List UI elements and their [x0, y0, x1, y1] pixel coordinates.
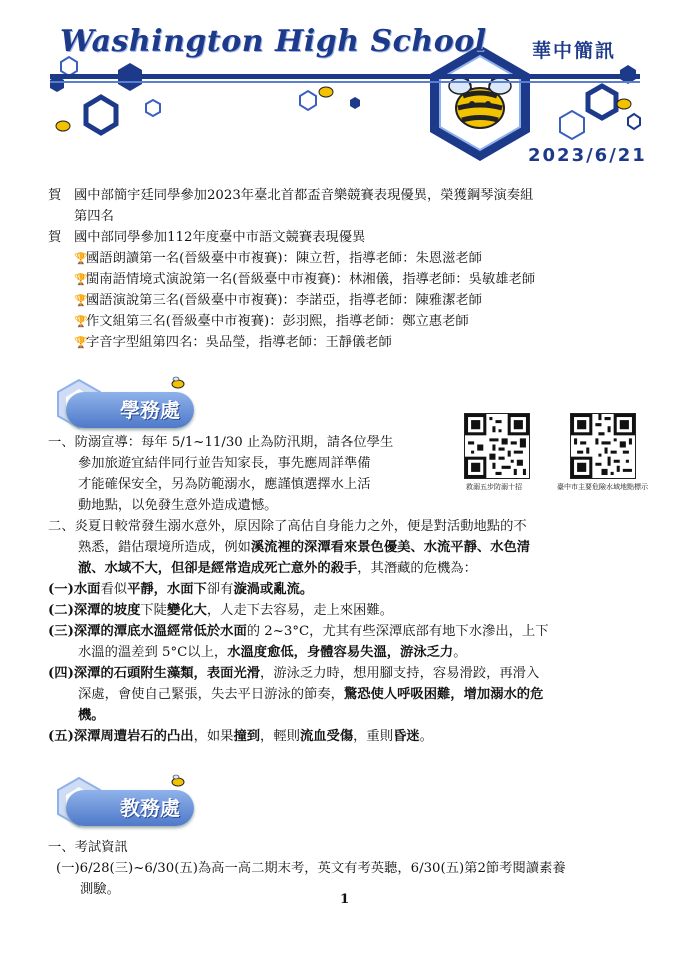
s1-item1-line4: 動地點，以免發生意外造成遺憾。 [78, 498, 278, 513]
qr-code-drowning-prevention[interactable] [464, 413, 530, 479]
s2-item1: 一、考試資訊 [48, 840, 128, 855]
award-item: 🏆國語朗讀第一名(晉級臺中市複賽)：陳立哲，指導老師：朱恩滋老師 [74, 249, 482, 269]
congrats-1-line-2: 第四名 [74, 209, 114, 224]
page-number: 1 [340, 892, 350, 907]
congrats-bullet-1: 賀 [48, 188, 62, 203]
award-item: 🏆閩南語情境式演說第一名(晉級臺中市複賽)：林湘儀，指導老師：吳敏雄老師 [74, 270, 535, 290]
section-title-student-affairs: 學務處 [66, 392, 194, 428]
s1-item1-line2: 參加旅遊宜結伴同行並告知家長，事先應周詳準備 [78, 456, 371, 471]
danger-point-4: (四)深潭的石頭附生藻類，表面光滑，游泳乏力時，想用腳支持，容易滑跤，再滑入 [48, 666, 540, 681]
trophy-icon: 🏆 [74, 273, 88, 286]
danger-point-5: (五)深潭周遭岩石的凸出，如果撞到，輕則流血受傷，重則昏迷。 [48, 729, 433, 744]
school-title: Washington High School [60, 24, 487, 59]
danger-point-4-cont: 深處，會使自己緊張，失去平日游泳的節奏，驚恐使人呼吸困難，增加溺水的危 [78, 687, 544, 702]
s1-item2-line2: 熟悉，錯估環境所造成，例如溪流裡的深潭看來景色優美、水流平靜、水色清 [78, 540, 531, 555]
qr-code-dangerous-waters[interactable] [570, 413, 636, 479]
s1-item1-line1: 一、防溺宣導：每年 5/1~11/30 止為防汛期，請各位學生 [48, 435, 394, 450]
qr-caption-1: 救溺五步防溺十招 [466, 483, 522, 491]
issue-date: 2023/6/21 [528, 145, 647, 166]
award-item: 🏆作文組第三名(晉級臺中市複賽)：彭羽熙，指導老師：鄭立惠老師 [74, 312, 469, 332]
danger-point-2: (二)深潭的坡度下陡變化大，人走下去容易，走上來困難。 [48, 603, 394, 618]
danger-point-1: (一)水面看似平靜，水面下卻有漩渦或亂流。 [48, 582, 314, 597]
danger-point-3-cont: 水溫的溫差到 5°C以上，水溫度愈低，身體容易失溫，游泳乏力。 [78, 645, 467, 660]
trophy-icon: 🏆 [74, 336, 88, 349]
s2-sub1-line2: 測驗。 [80, 882, 120, 897]
congrats-1-line-1: 國中部簡宇廷同學參加2023年臺北首都盃音樂競賽表現優異，榮獲鋼琴演奏組 [74, 188, 534, 203]
trophy-icon: 🏆 [74, 315, 88, 328]
award-item: 🏆國語演說第三名(晉級臺中市複賽)：李諾亞，指導老師：陳雅潔老師 [74, 291, 482, 311]
congrats-bullet-2: 賀 [48, 230, 62, 245]
section-title-academic-affairs: 教務處 [66, 790, 194, 826]
header-banner [0, 0, 688, 175]
s1-item1-line3: 才能確保安全，另為防範溺水，應謹慎選擇水上活 [78, 477, 371, 492]
qr-caption-2: 臺中市主要危險水域地點標示 [557, 483, 648, 491]
bee-icon [170, 376, 186, 390]
danger-point-3: (三)深潭的潭底水溫經常低於水面的 2~3°C，尤其有些深潭底部有地下水滲出，上下 [48, 624, 549, 639]
header-underline [50, 74, 640, 79]
newsletter-name: 華中簡訊 [532, 40, 617, 62]
s1-item2-line1: 二、炎夏日較常發生溺水意外，原因除了高估自身能力之外，便是對活動地點的不 [48, 519, 527, 534]
award-item: 🏆字音字型組第四名：吳品瑩，指導老師：王靜儀老師 [74, 333, 392, 353]
trophy-icon: 🏆 [74, 252, 88, 265]
bee-icon [170, 774, 186, 788]
s2-sub1-line1: (一)6/28(三)~6/30(五)為高一高二期末考，英文有考英聽，6/30(五)第2節考閱讀素養 [56, 861, 566, 876]
header-underline-thin [50, 81, 640, 83]
congrats-2-line-1: 國中部同學參加112年度臺中市語文競賽表現優異 [74, 230, 366, 245]
danger-point-4-end: 機。 [78, 708, 105, 723]
s1-item2-line3: 澈、水域不大，但卻是經常造成死亡意外的殺手，其潛藏的危機為： [78, 561, 477, 576]
trophy-icon: 🏆 [74, 294, 88, 307]
